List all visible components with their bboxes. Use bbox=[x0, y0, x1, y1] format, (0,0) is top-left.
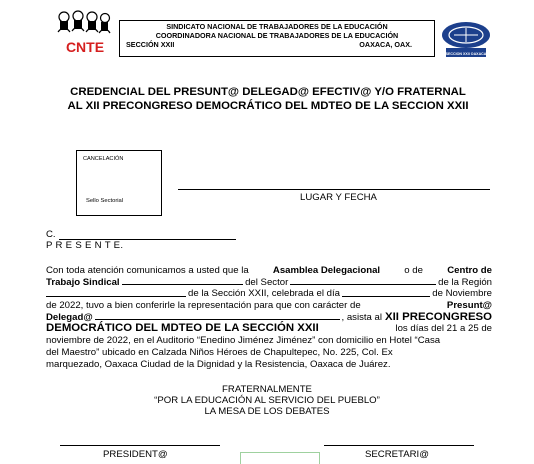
seccion-xxii-logo bbox=[440, 20, 492, 58]
header-box bbox=[119, 20, 435, 57]
seal-label-bottom: Sello Sectorial bbox=[86, 198, 124, 204]
day-blank[interactable] bbox=[342, 288, 430, 297]
closing-line-1: FRATERNALMENTE bbox=[222, 384, 312, 395]
president-signature-line[interactable] bbox=[60, 445, 220, 446]
header-line-2: COORDINADORA NACIONAL DE TRABAJADORES DE LA EDUCACIÓN bbox=[155, 31, 399, 40]
document-title-line-2: AL XII PRECONGRESO DEMOCRÁTICO DEL MDTEO DE LA SECCION XXII bbox=[67, 100, 469, 112]
body-line-4: de 2022, tuvo a bien conferirle la representación para que con carácter de Presunt@ bbox=[46, 300, 492, 312]
body-line-8: del Maestro” ubicado en Calzada Niños Héroes de Chapultepec, No. 225, Col. Ex bbox=[46, 346, 393, 358]
center-sign-box bbox=[240, 452, 320, 464]
asamblea-term: Asamblea Delegacional bbox=[272, 265, 381, 276]
body-line-6: DEMOCRÁTICO DEL MDTEO DE LA SECCIÓN XXII los días del 21 a 25 de bbox=[46, 322, 492, 335]
cnte-logo-text: CNTE bbox=[65, 39, 105, 55]
body-line-9: marquezado, Oaxaca Ciudad de la Dignidad y la Resistencia, Oaxaca de Juárez. bbox=[46, 358, 391, 370]
header-line-1: SINDICATO NACIONAL DE TRABAJADORES DE LA EDUCACIÓN bbox=[166, 22, 388, 31]
secretary-signature-line[interactable] bbox=[324, 445, 474, 446]
cnte-logo bbox=[54, 8, 116, 56]
sector-blank[interactable] bbox=[290, 277, 436, 286]
delegate-name-blank[interactable] bbox=[95, 312, 340, 321]
header-line-3 bbox=[126, 41, 428, 50]
president-label: PRESIDENT@ bbox=[103, 449, 168, 460]
addressee-prefix: C. bbox=[46, 229, 56, 240]
closing-line-3: LA MESA DE LOS DEBATES bbox=[204, 406, 330, 417]
place-date-label: LUGAR Y FECHA bbox=[300, 192, 377, 203]
sindical-blank[interactable] bbox=[122, 277, 244, 286]
document-title-line-1: CREDENCIAL DEL PRESUNT@ DELEGAD@ EFECTIV@ Y/O FRATERNAL bbox=[70, 86, 466, 98]
body-line-3: de la Sección XXII, celebrada el día de Noviembre bbox=[46, 288, 492, 300]
seal-box bbox=[76, 150, 162, 216]
body-line-1: Con toda atención comunicamos a usted que la Asamblea Delegacional o de Centro de bbox=[46, 265, 492, 276]
body-paragraph bbox=[46, 265, 492, 370]
header-city: OAXACA, OAX. bbox=[359, 40, 412, 49]
seccion-logo-text: SECCION XXII OAXACA bbox=[445, 52, 487, 56]
presente: P R E S E N T E. bbox=[46, 240, 124, 251]
seal-label-top: CANCELACIÓN bbox=[83, 156, 124, 162]
body-line-2: Trabajo Sindical del Sector de la Región bbox=[46, 276, 492, 288]
header-section: SECCIÓN XXII bbox=[126, 40, 175, 49]
secretary-label: SECRETARI@ bbox=[365, 449, 429, 460]
closing-line-2: “POR LA EDUCACIÓN AL SERVICIO DEL PUEBLO” bbox=[154, 395, 380, 406]
place-date-line[interactable] bbox=[178, 189, 490, 190]
body-line-7: noviembre de 2022, en el Auditorio “Enedino Jiménez Jiménez” con domicilio en Hotel “Casa bbox=[46, 335, 441, 347]
region-blank[interactable] bbox=[46, 288, 186, 297]
body-line-5: Delegad@ , asista al XII PRECONGRESO bbox=[46, 310, 492, 323]
